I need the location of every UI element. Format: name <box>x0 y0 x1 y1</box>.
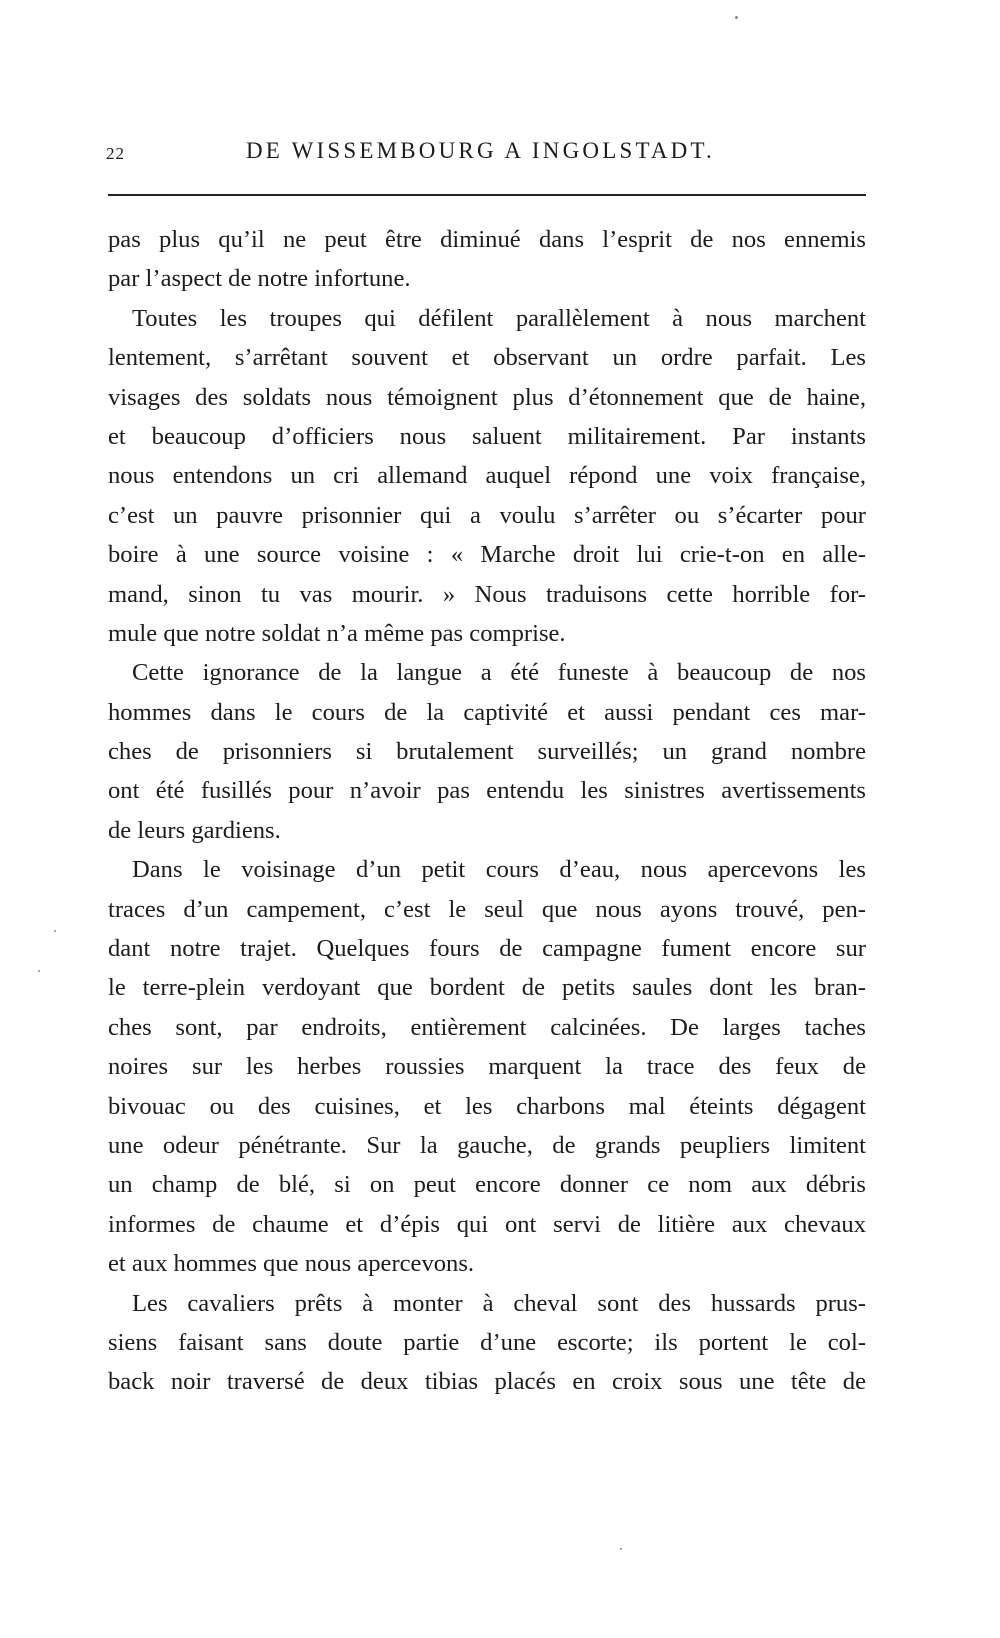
text-line: lentement, s’arrêtant souvent et observant un ordre parfait. Les <box>108 344 866 372</box>
text-line: back noir traversé de deux tibias placés en croix sous une tête de <box>108 1368 866 1396</box>
paragraph-2 <box>108 299 866 654</box>
text-line: hommes dans le cours de la captivité et aussi pendant ces mar- <box>108 698 866 726</box>
text-line: traces d’un campement, c’est le seul que nous ayons trouvé, pen- <box>108 895 866 923</box>
text-line: une odeur pénétrante. Sur la gauche, de grands peupliers limitent <box>108 1131 866 1159</box>
text-line: noires sur les herbes roussies marquent la trace des feux de <box>108 1053 866 1081</box>
text-line: Toutes les troupes qui défilent parallèlement à nous marchent <box>132 304 866 332</box>
text-line: boire à une source voisine : « Marche droit lui crie-t-on en alle- <box>108 541 866 569</box>
text-line: un champ de blé, si on peut encore donner ce nom aux débris <box>108 1171 866 1199</box>
body-text <box>108 220 866 1402</box>
paragraph-4 <box>108 850 866 1283</box>
text-line: de leurs gardiens. <box>108 816 281 844</box>
text-line: ches de prisonniers si brutalement surveillés; un grand nombre <box>108 738 866 766</box>
paper-speck <box>38 970 40 972</box>
text-line: siens faisant sans doute partie d’une escorte; ils portent le col- <box>108 1328 866 1356</box>
text-line: nous entendons un cri allemand auquel répond une voix française, <box>108 462 866 490</box>
text-line: bivouac ou des cuisines, et les charbons mal éteints dégagent <box>108 1092 866 1120</box>
text-line: Cette ignorance de la langue a été funeste à beaucoup de nos <box>132 659 866 687</box>
text-line: dant notre trajet. Quelques fours de campagne fument encore sur <box>108 935 866 963</box>
paragraph-5 <box>108 1284 866 1402</box>
paper-speck <box>54 930 56 932</box>
header-rule <box>108 194 866 196</box>
page-header <box>106 138 866 172</box>
text-line: Les cavaliers prêts à monter à cheval sont des hussards prus- <box>132 1289 866 1317</box>
text-line: ches sont, par endroits, entièrement calcinées. De larges taches <box>108 1013 866 1041</box>
text-line: par l’aspect de notre infortune. <box>108 265 411 293</box>
paper-speck <box>620 1548 622 1550</box>
text-line: le terre-plein verdoyant que bordent de petits saules dont les bran- <box>108 974 866 1002</box>
text-line: pas plus qu’il ne peut être diminué dans l’esprit de nos ennemis <box>108 226 866 253</box>
text-line: mand, sinon tu vas mourir. » Nous traduisons cette horrible for- <box>108 580 866 608</box>
paragraph-3 <box>108 653 866 850</box>
page-number: 22 <box>106 144 125 163</box>
text-line: visages des soldats nous témoignent plus d’étonnement que de haine, <box>108 383 866 411</box>
text-line: c’est un pauvre prisonnier qui a voulu s’arrêter ou s’écarter pour <box>108 501 866 529</box>
text-line: mule que notre soldat n’a même pas comprise. <box>108 619 566 647</box>
text-line: ont été fusillés pour n’avoir pas entendu les sinistres avertissements <box>108 777 866 805</box>
running-title: DE WISSEMBOURG A INGOLSTADT. <box>246 138 715 163</box>
text-line: et beaucoup d’officiers nous saluent militairement. Par instants <box>108 422 866 450</box>
paragraph-1 <box>108 220 866 299</box>
paper-speck <box>735 16 738 19</box>
text-line: Dans le voisinage d’un petit cours d’eau, nous apercevons les <box>132 856 866 884</box>
text-line: informes de chaume et d’épis qui ont servi de litière aux chevaux <box>108 1210 866 1238</box>
text-line: et aux hommes que nous apercevons. <box>108 1250 475 1278</box>
